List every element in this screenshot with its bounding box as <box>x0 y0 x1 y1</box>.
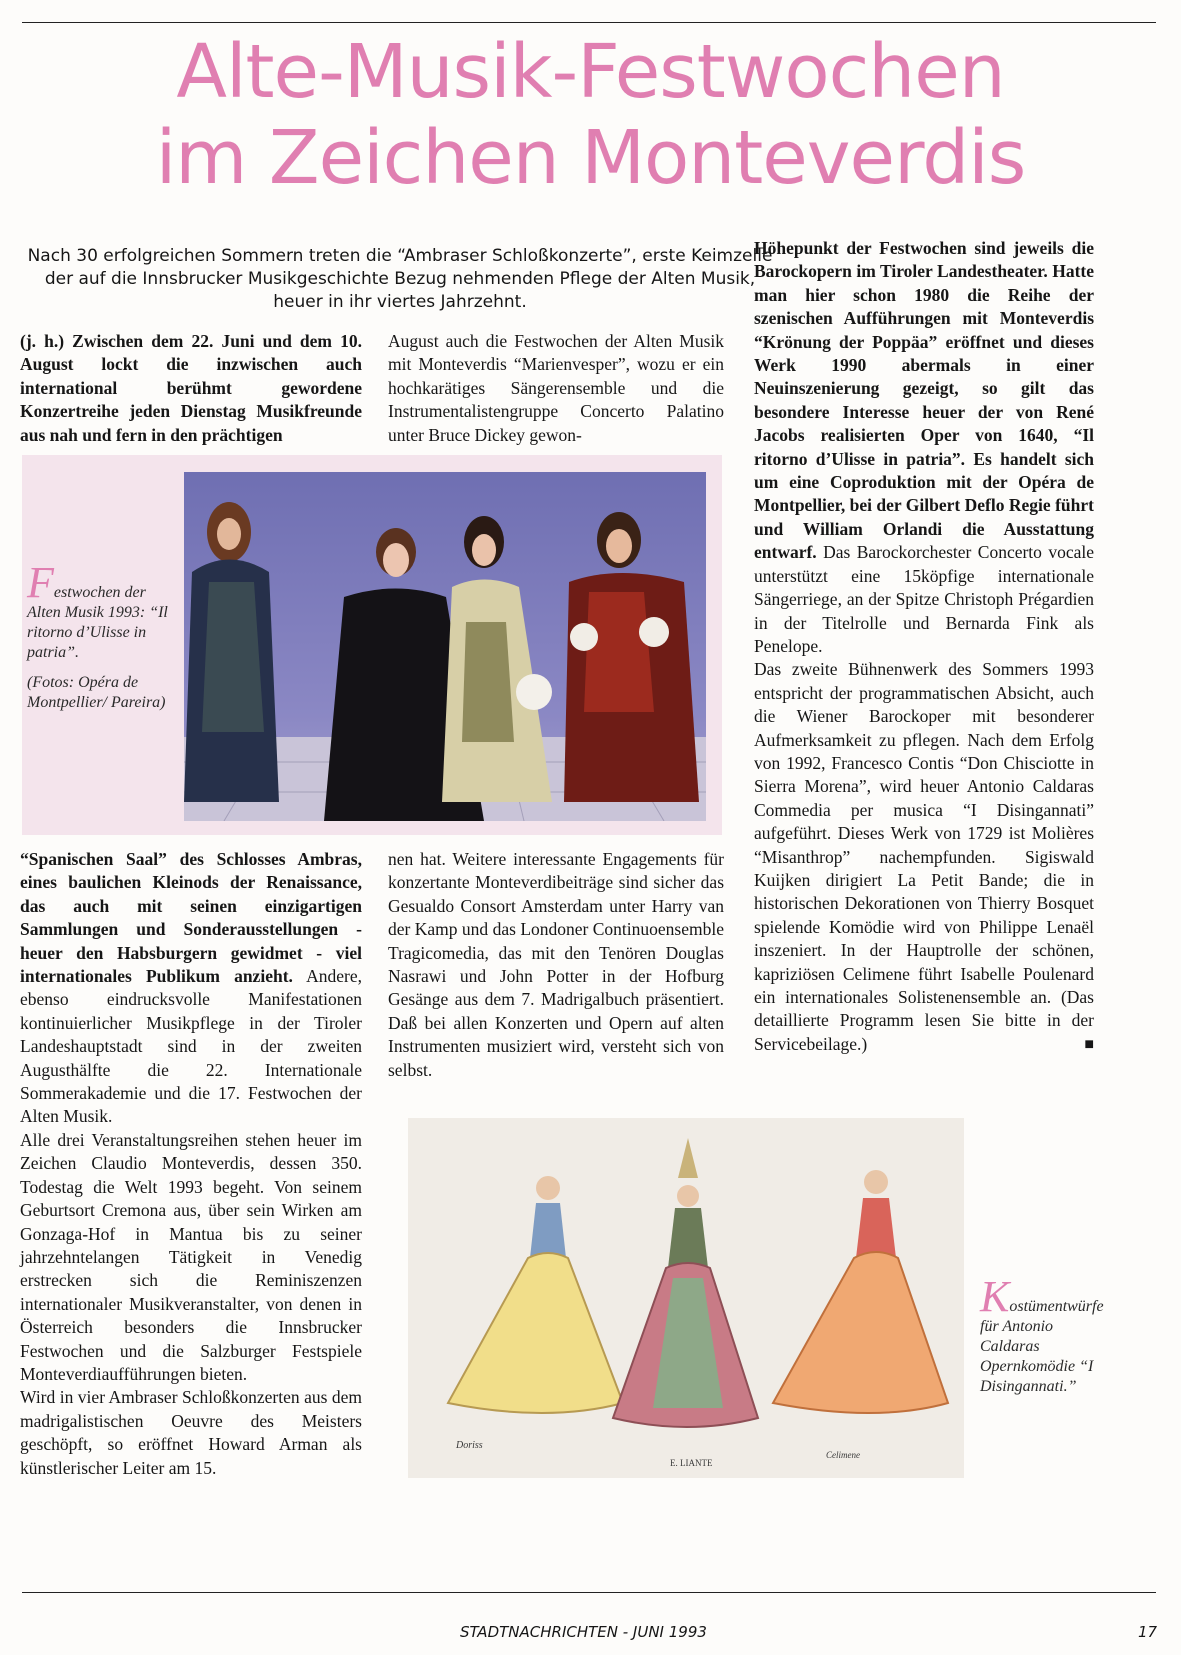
sketch-label-1: Doriss <box>456 1440 483 1451</box>
lead-paragraph: Nach 30 erfolgreichen Sommern treten die “Ambraser Schloßkonzerte”, erste Keimzelle der auf die Innsbrucker Musikgeschichte Bezug nehmenden Pflege der Alten Musik, heuer in ihr viertes Jahrzehnt. <box>27 246 773 312</box>
end-mark: ■ <box>1084 1035 1094 1053</box>
column-1-top-text: (j. h.) Zwischen dem 22. Juni und dem 10. August lockt die inzwischen auch international berühmt gewordene Konzertreihe jeden Dienstag Musikfreunde aus nah und fern in den prächtigen <box>20 331 362 445</box>
column-1-top <box>20 330 362 447</box>
page-number: 17 <box>1138 1623 1158 1641</box>
caption-2-text: ostümentwürfe für Antonio Caldaras Opernkomödie “I Disingannati.” <box>980 1298 1104 1395</box>
column-2-top-text: August auch die Festwochen der Alten Musik mit Monteverdis “Marienvesper”, wozu er ein hochkarätiges Sängerensemble und die Instrumentalistengruppe Concerto Palatino unter Bruce Dickey gewon- <box>388 331 724 445</box>
column-2-bottom <box>388 848 724 1082</box>
footer-publication: STADTNACHRICHTEN - JUNI 1993 <box>460 1623 707 1641</box>
column-3-paragraph-2-text: Das zweite Bühnenwerk des Sommers 1993 entspricht der programmatischen Absicht, auch die Wiener Barockoper mit besonderer Aufmerksamkeit zu pflegen. Nach dem Erfolg von 1992, Francesco Contis “Don Chisciotte in Sierra Morena”, wird heuer Antonio Caldaras Commedia per musica “I Disingannati” aufgeführt. Dieses Werk von 1729 ist Molières “Misanthrop” nachempfunden. Sigiswald Kuijken dirigiert La Petit Bande; die in historischen Dekorationen von Thierry Bosquet spielende Komödie wird von Philippe Lenaël inszeniert. In der Hauptrolle der schönen, kapriziösen Celimene führt Isabelle Poulenard ein internationales Solistenensemble an. (Das detaillierte Programm lesen Sie bitte in der Servicebeilage.) <box>754 659 1094 1054</box>
column-1-paragraph-2: Alle drei Veranstaltungsreihen stehen heuer im Zeichen Claudio Monteverdis, dessen 350. Todestag die Welt 1993 begeht. Von seinem Geburtsort Cremona aus, über sein Wirken am Gonzaga-Hof in Mantua bis zu seiner jahrzehntelangen Tätigkeit in Venedig erstrecken sich die Reminiszenzen internationaler Musikveranstalter, von denen in Österreich besonders die Innsbrucker Festwochen und die Salzburger Festspiele Monteverdiaufführungen bieten. <box>20 1129 362 1384</box>
column-1-bold-intro: “Spanischen Saal” des Schlosses Ambras, eines baulichen Kleinods der Renaissance, das auch mit seinen einzigartigen Sammlungen und Sonderausstellungen - heuer den Habsburgern gewidmet - viel internationales Publikum anzieht. <box>20 849 362 987</box>
column-1-bottom <box>20 848 362 1480</box>
sketch-label-3: Celimene <box>826 1450 860 1460</box>
headline-line-1: Alte-Musik-Festwochen <box>176 29 1005 115</box>
column-2-top <box>388 330 724 447</box>
column-1-paragraph-1-rest: Andere, ebenso eindrucksvolle Manifestationen kontinuierlicher Musikpflege in der Tiroler Landeshauptstadt sind in der zweiten Augusthälfte die 22. Internationale Sommerakademie und die 17. Festwochen der Alten Musik. <box>20 966 362 1127</box>
sketch-label-2: E. LIANTE <box>670 1458 713 1468</box>
sketch-caption <box>980 1272 1115 1397</box>
costume-sketches <box>408 1118 964 1478</box>
photo-credit: (Fotos: Opéra de Montpellier/ Pareira) <box>27 674 166 711</box>
caption-2-dropcap: K <box>980 1272 1010 1321</box>
column-1-paragraph-1 <box>20 848 362 1129</box>
column-3-paragraph-1 <box>754 237 1094 658</box>
costume-sketch-illustration <box>408 1118 964 1478</box>
column-1-paragraph-3: Wird in vier Ambraser Schloßkonzerten aus dem madrigalistischen Oeuvre des Meisters geschöpft, so eröffnet Howard Arman als künstlerischer Leiter am 15. <box>20 1387 362 1478</box>
bottom-rule <box>22 1592 1156 1593</box>
column-3-paragraph-2 <box>754 658 1094 1056</box>
caption-1-dropcap: F <box>27 558 54 607</box>
photo-caption <box>27 558 175 713</box>
caption-1-text: estwochen der Alten Musik 1993: “Il ritorno d’Ulisse in patria”. <box>27 584 168 661</box>
headline-line-2: im Zeichen Monteverdis <box>155 115 1026 201</box>
column-2-bottom-text: nen hat. Weitere interessante Engagements für konzertante Monteverdibeiträge sind sicher das Gesualdo Consort Amsterdam unter Harry van der Kamp und das Londoner Continuoensemble Tragicomedia, das mit den Tenören Douglas Nasrawi und John Potter in der Hofburg Gesänge aus dem 7. Madrigalbuch präsentiert. Daß bei allen Konzerten und Opern auf alten Instrumenten musiziert wird, versteht sich von selbst. <box>388 849 724 1080</box>
column-3-paragraph-1-rest: Das Barockorchester Concerto vocale unterstützt eine 15köpfige internationale Sängerriege, an der Spitze Christoph Prégardien in der Titelrolle und Bernarda Fink als Penelope. <box>754 542 1094 656</box>
column-3-bold-intro: Höhepunkt der Festwochen sind jeweils die Barockopern im Tiroler Landestheater. Hatte man hier schon 1980 die Reihe der szenischen Aufführungen mit Monteverdis “Krönung der Poppäa” eröffnet und dieses Werk 1990 abermals in einer Neuinszenierung gezeigt, so gilt das besondere Interesse heuer der von René Jacobs realisierten Oper von 1640, “Il ritorno d’Ulisse in patria”. Es handelt sich um eine Coproduktion mit der Opéra de Montpellier, bei der Gilbert Deflo Regie führt und William Orlandi die Ausstattung entwarf. <box>754 238 1094 563</box>
column-3 <box>754 237 1094 1056</box>
opera-scene-illustration <box>184 472 706 821</box>
opera-photo <box>184 472 706 821</box>
top-rule <box>22 22 1156 23</box>
